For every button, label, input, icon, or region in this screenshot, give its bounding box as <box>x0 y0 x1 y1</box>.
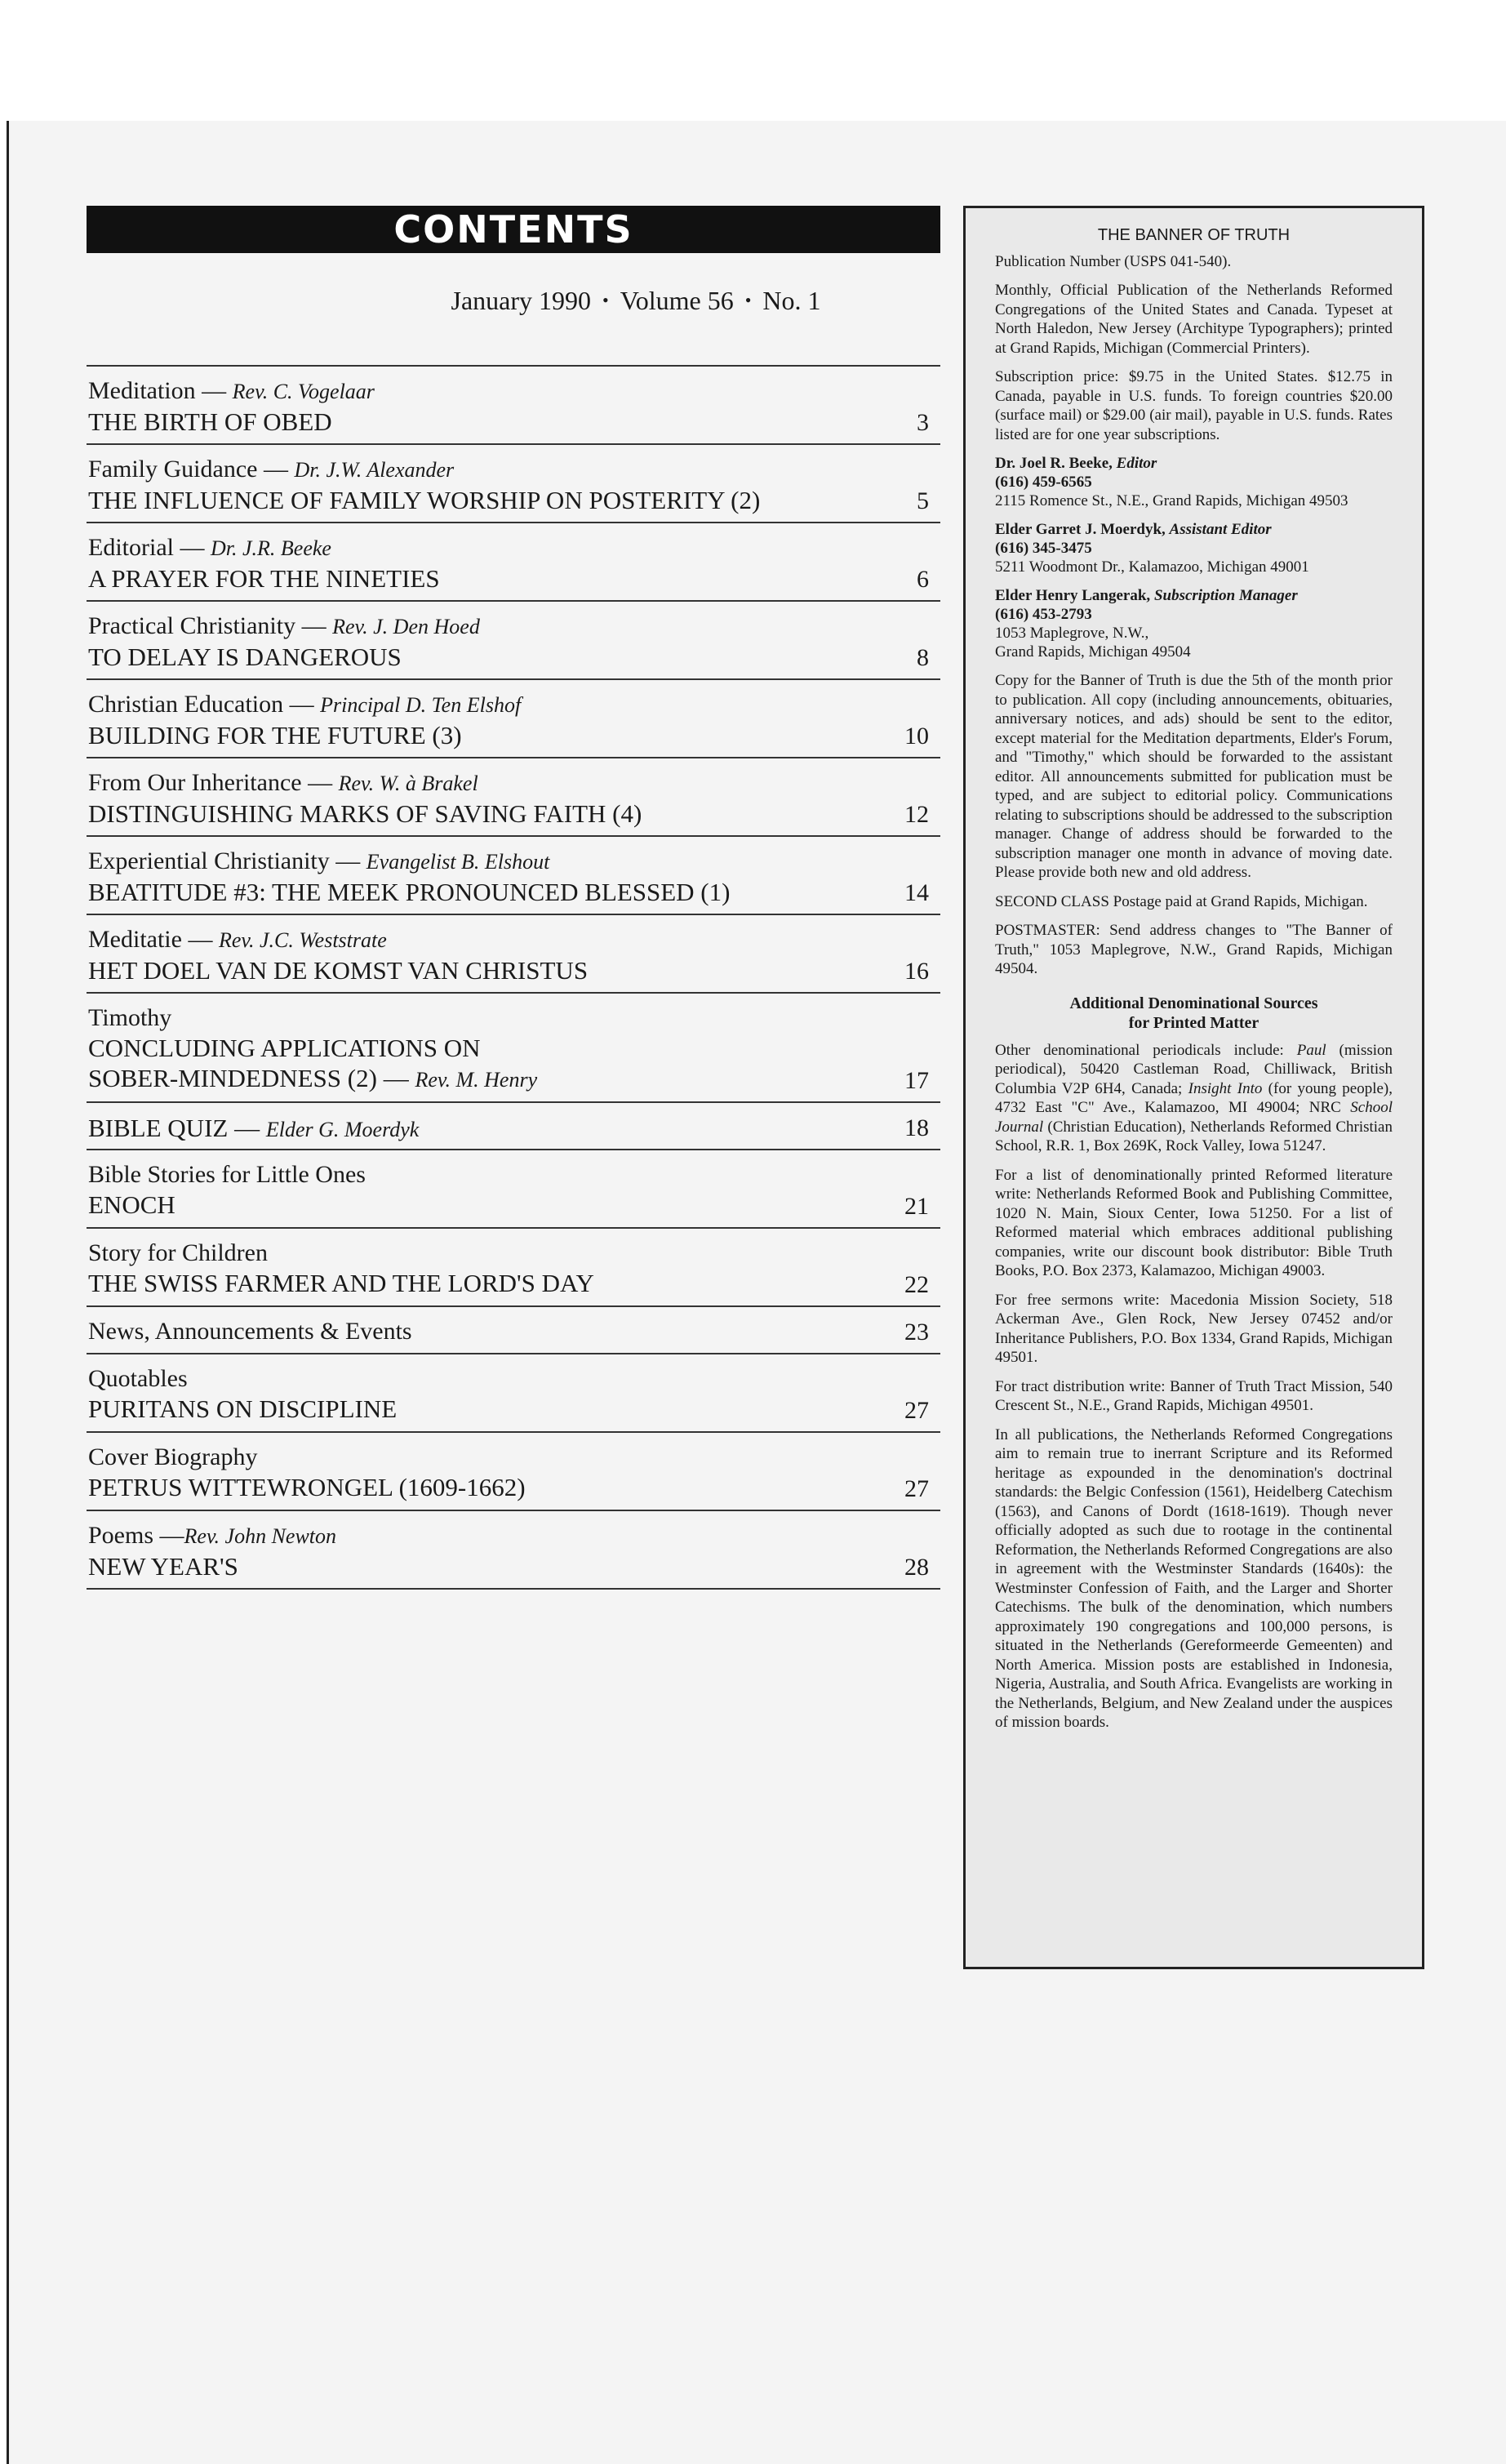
dash: — <box>308 769 333 796</box>
toc-author: Elder G. Moerdyk <box>265 1118 420 1141</box>
toc-category: Meditatie <box>88 926 182 953</box>
toc-entry[interactable] <box>87 602 940 680</box>
toc-entry[interactable] <box>87 1150 940 1229</box>
dash: — <box>202 377 227 404</box>
editor-address: 2115 Romence St., N.E., Grand Rapids, Michigan 49503 <box>995 492 1348 509</box>
toc-entry[interactable] <box>87 1307 940 1354</box>
toc-category: Bible Stories for Little Ones <box>88 1161 366 1188</box>
toc-page-number: 5 <box>917 487 929 514</box>
page-left-edge <box>7 121 9 2464</box>
denominational-periodicals <box>995 1041 1393 1156</box>
issue-date: January 1990 <box>451 286 592 315</box>
toc-title: HET DOEL VAN DE KOMST VAN CHRISTUS <box>88 956 589 985</box>
toc-entry[interactable] <box>87 1511 940 1590</box>
toc-page-number: 10 <box>904 723 929 749</box>
toc-author: Rev. J. Den Hoed <box>332 615 480 638</box>
toc-page-number: 28 <box>904 1554 929 1581</box>
toc-title: BEATITUDE #3: THE MEEK PRONOUNCED BLESSED (1) <box>88 878 731 906</box>
periodical-paul: Paul <box>1296 1041 1326 1059</box>
toc-title: THE SWISS FARMER AND THE LORD'S DAY <box>88 1269 594 1297</box>
toc-category: Practical Christianity <box>88 612 296 639</box>
toc-page-number: 23 <box>904 1319 929 1345</box>
toc-page-number: 17 <box>904 1067 929 1094</box>
toc-title: PETRUS WITTEWRONGEL (1609-1662) <box>88 1473 526 1501</box>
toc-category: Family Guidance <box>88 456 258 483</box>
dash: — <box>383 1064 409 1092</box>
toc-category: Christian Education <box>88 691 284 718</box>
toc-title: THE INFLUENCE OF FAMILY WORSHIP ON POSTERITY (2) <box>88 486 761 514</box>
dash: — <box>234 1114 260 1142</box>
assistant-editor-address: 5211 Woodmont Dr., Kalamazoo, Michigan 49001 <box>995 558 1309 576</box>
toc-page-number: 18 <box>904 1114 929 1141</box>
literature-notice: For a list of denominationally printed Reformed literature write: Netherlands Reformed Book and Publishing Committee, 1020 N. Main, Sioux Center, Iowa 51250. For a list of Reformed material which embraces additional publishing companies, write our discount book distributor: Bible Truth Books, P.O. Box 2373, Kalamazoo, Michigan 49003. <box>995 1166 1393 1279</box>
periodical-school-journal: School Journal <box>995 1099 1393 1136</box>
toc-category: BIBLE QUIZ <box>88 1114 229 1142</box>
toc-page-number: 8 <box>917 644 929 671</box>
masthead-info-box <box>963 206 1424 1969</box>
toc-category-line <box>88 612 867 642</box>
toc-category: Quotables <box>88 1365 188 1392</box>
toc-author: Dr. J.R. Beeke <box>210 536 331 560</box>
manager-address-line-2: Grand Rapids, Michigan 49504 <box>995 643 1191 660</box>
toc-page-number: 12 <box>904 801 929 828</box>
postmaster-notice: POSTMASTER: Send address changes to "The Banner of Truth," 1053 Maplegrove, N.W., Grand Rapids, Michigan 49504. <box>995 922 1393 977</box>
toc-category-line <box>88 690 867 720</box>
assistant-editor-contact <box>995 520 1393 576</box>
manager-address-line-1: 1053 Maplegrove, N.W., <box>995 625 1149 642</box>
toc-category: Story for Children <box>88 1239 268 1266</box>
toc-entry[interactable] <box>87 1103 940 1150</box>
editor-phone: (616) 459-6565 <box>995 474 1092 491</box>
dash: — <box>159 1522 184 1549</box>
toc-category-line <box>88 376 867 407</box>
toc-category: Editorial <box>88 534 174 561</box>
toc-page-number: 22 <box>904 1271 929 1298</box>
toc-title-line-1: CONCLUDING APPLICATIONS ON <box>88 1034 481 1062</box>
toc-author: Principal D. Ten Elshof <box>320 693 522 717</box>
toc-category-line <box>88 768 867 798</box>
toc-category: News, Announcements & Events <box>88 1318 412 1345</box>
toc-category-line <box>88 925 867 955</box>
toc-category: From Our Inheritance <box>88 769 302 796</box>
sermons-notice: For free sermons write: Macedonia Mission Society, 518 Ackerman Ave., Glen Rock, New Jersey 07452 and/or Inheritance Publishers, P.O. Box 1334, Grand Rapids, Michigan 49501. <box>995 1291 1393 1366</box>
toc-category-line <box>88 1113 867 1145</box>
sources-heading <box>995 994 1393 1033</box>
assistant-editor-role: Assistant Editor <box>1169 521 1272 538</box>
toc-title: ENOCH <box>88 1190 175 1219</box>
subscription-price: Subscription price: $9.75 in the United States. $12.75 in Canada, payable in U.S. funds. To foreign countries $20.00 (surface mail) or $29.00 (air mail), payable in U.S. funds. Rates listed are for one year subscriptions. <box>995 368 1393 443</box>
masthead-heading: THE BANNER OF TRUTH <box>1097 226 1291 244</box>
dash: — <box>289 691 314 718</box>
toc-title: DISTINGUISHING MARKS OF SAVING FAITH (4) <box>88 799 642 828</box>
toc-category: Meditation <box>88 377 196 404</box>
toc-page-number: 6 <box>917 566 929 593</box>
subscription-manager-contact <box>995 586 1393 661</box>
toc-category-line <box>88 1521 867 1551</box>
toc-category-line <box>88 847 867 877</box>
bullet-separator: • <box>602 290 609 310</box>
toc-title: BUILDING FOR THE FUTURE (3) <box>88 721 462 749</box>
toc-entry[interactable] <box>87 445 940 523</box>
dash: — <box>301 612 327 639</box>
editor-role: Editor <box>1116 455 1157 472</box>
assistant-editor-phone: (616) 345-3475 <box>995 540 1092 557</box>
toc-author: Rev. John Newton <box>184 1524 337 1548</box>
assistant-editor-name: Elder Garret J. Moerdyk, <box>995 521 1166 538</box>
sources-text: (for young people), 4732 East "C" Ave., Kalamazoo, MI 49004; NRC <box>995 1079 1393 1116</box>
manager-phone: (616) 453-2793 <box>995 606 1092 623</box>
postage-notice: SECOND CLASS Postage paid at Grand Rapids, Michigan. <box>995 892 1368 910</box>
issue-volume: Volume 56 <box>620 286 734 315</box>
dash: — <box>180 534 205 561</box>
editor-contact <box>995 454 1393 510</box>
toc-entry[interactable] <box>87 680 940 758</box>
toc-category-line <box>88 455 867 485</box>
toc-entry[interactable] <box>87 1229 940 1307</box>
dash: — <box>188 926 213 953</box>
toc-entry[interactable] <box>87 758 940 837</box>
toc-list <box>87 365 940 1590</box>
toc-entry[interactable] <box>87 367 940 445</box>
toc-author: Rev. M. Henry <box>415 1068 538 1092</box>
editor-name: Dr. Joel R. Beeke, <box>995 455 1113 472</box>
toc-entry[interactable] <box>87 1433 940 1511</box>
copy-policy: Copy for the Banner of Truth is due the 5th of the month prior to publication. All copy (including announcements, obituaries, anniversary notices, and ads) should be sent to the editor, except material for the Meditation departments, Elder's Forum, and "Timothy," which should be forwarded to the assistant editor. All announcements submitted for publication must be typed, and are subject to editorial policy. Communications relating to subscriptions should be addressed to the subscription manager. Change of address should be forwarded to the subscription manager one month in advance of moving date. Please provide both new and old address. <box>995 672 1393 881</box>
toc-page-number: 14 <box>904 879 929 906</box>
toc-title: NEW YEAR'S <box>88 1552 238 1581</box>
tracts-notice: For tract distribution write: Banner of Truth Tract Mission, 540 Crescent St., N.E., Grand Rapids, Michigan 49501. <box>995 1377 1393 1414</box>
contents-column <box>87 206 940 1590</box>
toc-category: Timothy <box>88 1004 172 1031</box>
bullet-separator: • <box>744 290 752 310</box>
toc-author: Rev. C. Vogelaar <box>232 380 375 403</box>
toc-title: A PRAYER FOR THE NINETIES <box>88 564 440 593</box>
toc-page-number: 16 <box>904 958 929 985</box>
mission-statement: In all publications, the Netherlands Reformed Congregations aim to remain true to inerrant Scripture and its Reformed heritage as expounded in the denomination's doctrinal standards: the Belgic Confession (1561), Heidelberg Catechism (1563), and Canons of Dordt (1618-1619). Though never officially adopted as such due to rootage in the continental Reformation, the Netherlands Reformed Congregations are also in agreement with the Westminster Standards (1640s): the Westminster Confession of Faith, and the Larger and Shorter Catechisms. The bulk of the denomination, which numbers approximately 190 congregations and 100,000 persons, is situated in the Netherlands (Gereformeerde Gemeenten) and North America. Mission posts are established in Indonesia, Nigeria, Australia, and South Africa. Evangelists are working in the Netherlands, Belgium, and New Zealand under the auspices of mission boards. <box>995 1425 1393 1731</box>
dash: — <box>335 847 361 874</box>
periodical-insight-into: Insight Into <box>1188 1079 1263 1097</box>
toc-author: Evangelist B. Elshout <box>366 850 550 874</box>
toc-author: Dr. J.W. Alexander <box>294 458 455 482</box>
toc-entry[interactable] <box>87 837 940 915</box>
issue-line <box>87 286 940 316</box>
toc-entry[interactable] <box>87 915 940 994</box>
toc-author: Rev. J.C. Weststrate <box>218 928 387 952</box>
toc-title-line-2 <box>88 1063 867 1095</box>
sources-heading-line-1: Additional Denominational Sources <box>1069 994 1318 1012</box>
sources-text: (mission periodical), 50420 Castleman Road, Chilliwack, British Columbia V2P 6H4, Canada; <box>995 1041 1393 1097</box>
toc-title: SOBER-MINDEDNESS (2) <box>88 1064 377 1092</box>
toc-page-number: 3 <box>917 409 929 436</box>
toc-title: THE BIRTH OF OBED <box>88 407 332 436</box>
toc-category: Experiential Christianity <box>88 847 330 874</box>
publication-description: Monthly, Official Publication of the Netherlands Reformed Congregations of the United States and Canada. Typeset at North Haledon, New Jersey (Architype Typographers); printed at Grand Rapids, Michigan (Commercial Printers). <box>995 282 1393 357</box>
toc-author: Rev. W. à Brakel <box>338 772 478 795</box>
sources-heading-line-2: for Printed Matter <box>1128 1013 1259 1032</box>
contents-banner: CONTENTS <box>87 206 940 253</box>
toc-page-number: 21 <box>904 1193 929 1220</box>
sources-text: (Christian Education), Netherlands Reformed Christian School, R.R. 1, Box 269K, Rock Valley, Iowa 51247. <box>995 1118 1393 1154</box>
toc-category-line <box>88 533 867 563</box>
toc-entry[interactable] <box>87 994 940 1103</box>
toc-title: TO DELAY IS DANGEROUS <box>88 643 402 671</box>
toc-category: Poems <box>88 1522 154 1549</box>
sources-text: Other denominational periodicals include: <box>995 1041 1297 1059</box>
toc-page-number: 27 <box>904 1475 929 1502</box>
toc-category: Cover Biography <box>88 1443 258 1470</box>
toc-title: PURITANS ON DISCIPLINE <box>88 1394 398 1423</box>
toc-entry[interactable] <box>87 523 940 602</box>
manager-role: Subscription Manager <box>1153 587 1298 604</box>
toc-page-number: 27 <box>904 1397 929 1424</box>
issue-number: No. 1 <box>762 286 821 315</box>
dash: — <box>263 456 288 483</box>
publication-number: Publication Number (USPS 041-540). <box>995 252 1232 270</box>
toc-entry[interactable] <box>87 1354 940 1433</box>
manager-name: Elder Henry Langerak, <box>995 587 1151 604</box>
